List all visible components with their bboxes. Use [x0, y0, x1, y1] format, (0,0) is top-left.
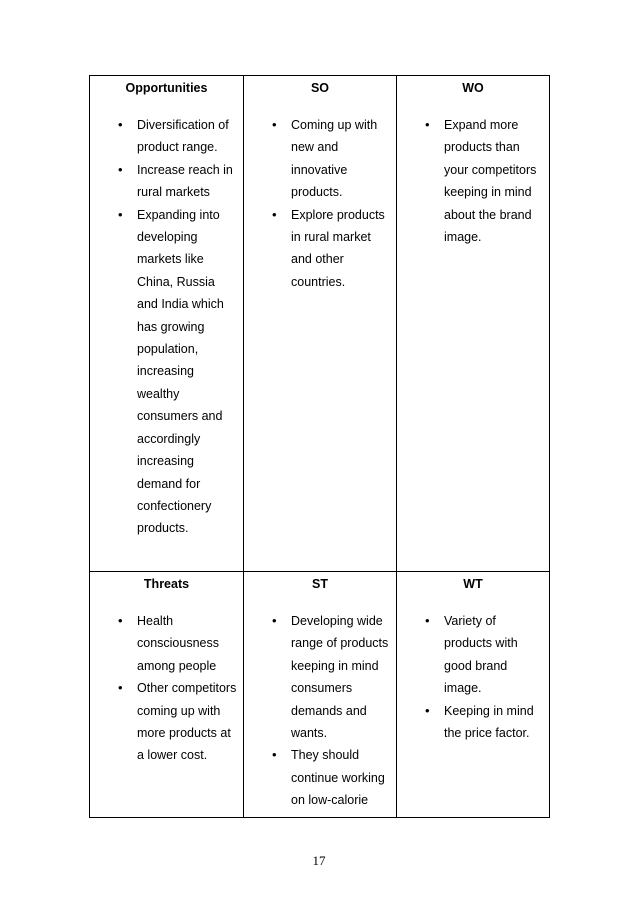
cell-heading: ST	[312, 577, 328, 591]
list-item: • Health consciousness among people	[90, 610, 243, 677]
list-item: • Keeping in mind the price factor.	[397, 700, 549, 745]
cell-heading: WT	[463, 577, 483, 591]
cell-heading: Threats	[143, 577, 190, 591]
list-item: • Expanding into developing markets like China, Russia and India which has growing population, increasing wealthy consumers and accordingly increasing demand for confectionery products.	[90, 204, 243, 540]
bullet-list	[244, 610, 396, 812]
bullet-icon: •	[272, 613, 277, 628]
list-item: • Increase reach in rural markets	[90, 159, 243, 204]
bullet-icon: •	[118, 161, 123, 177]
bullet-icon: •	[425, 613, 430, 628]
table-row-threats	[90, 572, 550, 818]
bullet-list	[244, 114, 396, 293]
bullet-icon: •	[272, 206, 277, 222]
swot-table	[89, 75, 550, 818]
list-item: • Developing wide range of products keeping in mind consumers demands and wants.	[244, 610, 396, 744]
list-item: • Diversification of product range.	[90, 114, 243, 159]
bullet-icon: •	[272, 117, 277, 132]
cell-wt	[397, 572, 550, 818]
bullet-list	[397, 610, 549, 744]
list-item: • Expand more products than your competitors keeping in mind about the brand image.	[397, 114, 549, 248]
cell-wo	[397, 76, 550, 572]
list-item: • Variety of products with good brand image.	[397, 610, 549, 700]
bullet-icon: •	[272, 747, 277, 763]
bullet-list	[397, 114, 549, 248]
cell-heading: WO	[462, 81, 484, 95]
cell-opportunities	[90, 76, 244, 572]
cell-threats	[90, 572, 244, 818]
bullet-icon: •	[425, 702, 430, 718]
cell-so	[244, 76, 397, 572]
bullet-icon: •	[118, 613, 123, 628]
table-row-opportunities	[90, 76, 550, 572]
cell-st	[244, 572, 397, 818]
page-number: 17	[312, 853, 326, 868]
bullet-icon: •	[118, 680, 123, 696]
bullet-icon: •	[118, 206, 123, 222]
cell-heading: Opportunities	[125, 81, 208, 95]
list-item: • Coming up with new and innovative products.	[244, 114, 396, 204]
list-item: • They should continue working on low-calorie	[244, 744, 396, 811]
list-item: • Other competitors coming up with more products at a lower cost.	[90, 677, 243, 767]
list-item: • Explore products in rural market and other countries.	[244, 204, 396, 294]
bullet-icon: •	[425, 117, 430, 132]
bullet-icon: •	[118, 117, 123, 132]
bullet-list	[90, 610, 243, 767]
cell-heading: SO	[310, 81, 330, 95]
bullet-list	[90, 114, 243, 540]
